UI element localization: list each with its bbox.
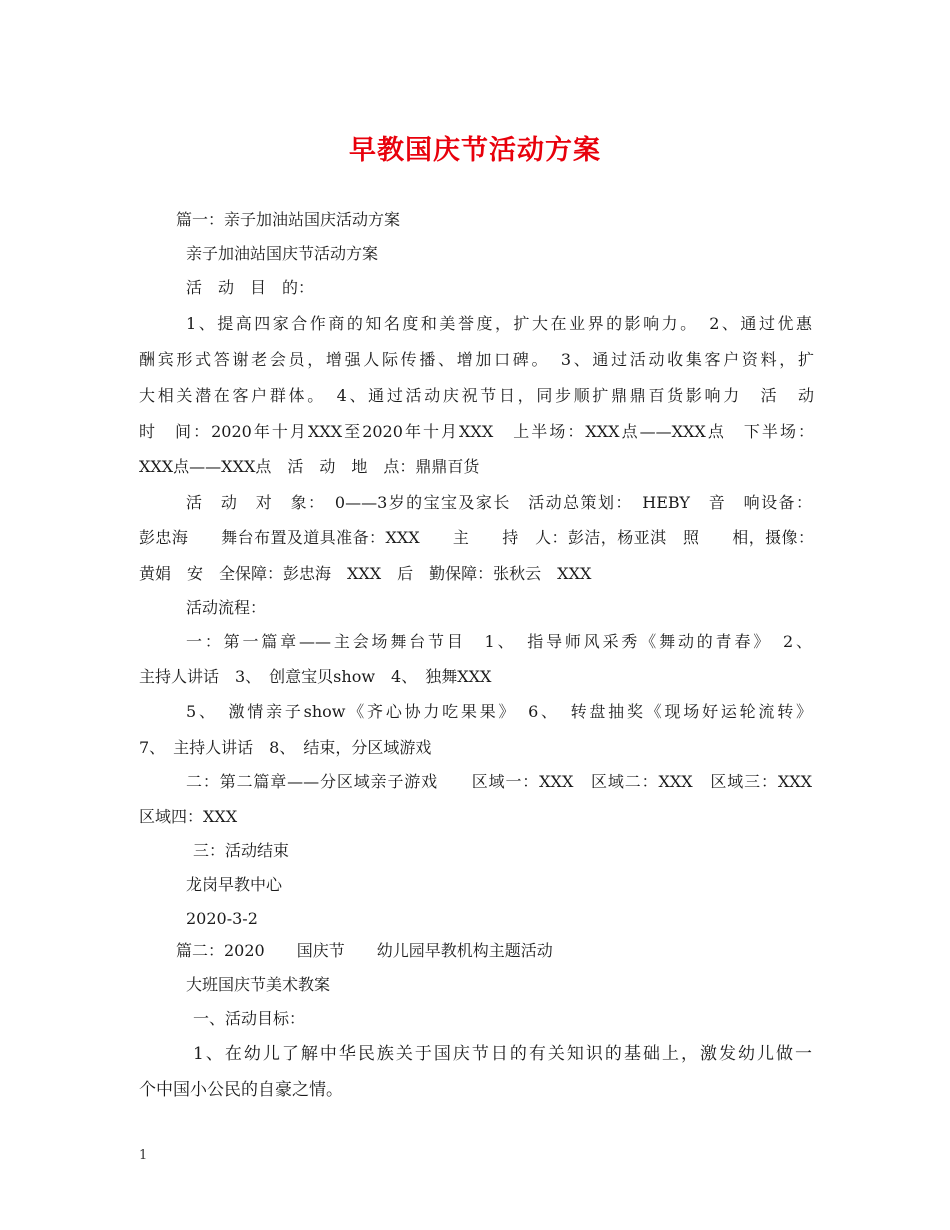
paragraph-line: 黄娟 安 全保障：彭忠海 XXX 后 勤保障：张秋云 XXX xyxy=(139,564,592,583)
paragraph-line: 1、提高四家合作商的知名度和美誉度，扩大在业界的影响力。 2、通过优惠 xyxy=(186,314,812,333)
paragraph-line: XXX点——XXX点 活 动 地 点：鼎鼎百货 xyxy=(139,457,480,476)
paragraph-line: 主持人讲话 3、 创意宝贝show 4、 独舞XXX xyxy=(139,667,492,686)
section-heading-2: 篇二：2020 国庆节 幼儿园早教机构主题活动 xyxy=(176,941,553,960)
document-title: 早教国庆节活动方案 xyxy=(349,135,601,166)
page-number: 1 xyxy=(139,1148,148,1163)
paragraph-line: 大班国庆节美术教案 xyxy=(186,975,331,994)
section-heading-1: 篇一：亲子加油站国庆活动方案 xyxy=(176,210,401,229)
paragraph-line: 龙岗早教中心 xyxy=(186,875,283,894)
paragraph-line: 三：活动结束 xyxy=(193,841,290,860)
paragraph-line: 区域四：XXX xyxy=(139,807,238,826)
paragraph-line: 二：第二篇章——分区域亲子游戏 区域一：XXX 区域二：XXX 区域三：XXX xyxy=(186,772,812,791)
paragraph-line: 5、 激情亲子show《齐心协力吃果果》 6、 转盘抽奖《现场好运轮流转》 xyxy=(186,702,812,721)
paragraph-line: 彭忠海 舞台布置及道具准备：XXX 主 持 人：彭洁，杨亚淇 照 相，摄像： xyxy=(139,528,814,547)
paragraph-line: 时 间：2020年十月XXX至2020年十月XXX 上半场：XXX点——XXX点 下半场： xyxy=(139,422,814,441)
paragraph-line: 亲子加油站国庆节活动方案 xyxy=(186,244,379,263)
paragraph-line: 个中国小公民的自豪之情。 xyxy=(139,1080,343,1100)
paragraph-line: 活动流程： xyxy=(186,598,267,617)
paragraph-line: 1、在幼儿了解中华民族关于国庆节日的有关知识的基础上，激发幼儿做一 xyxy=(193,1044,812,1064)
paragraph-line: 活 动 目 的： xyxy=(186,278,315,297)
paragraph-line: 酬宾形式答谢老会员，增强人际传播、增加口碑。 3、通过活动收集客户资料，扩 xyxy=(139,350,814,369)
paragraph-line: 活 动 对 象： 0——3岁的宝宝及家长 活动总策划： HEBY 音 响设备： xyxy=(186,493,812,512)
paragraph-line: 一、活动目标： xyxy=(193,1009,306,1028)
paragraph-line: 7、 主持人讲话 8、 结束，分区域游戏 xyxy=(139,738,432,757)
paragraph-line: 一：第一篇章——主会场舞台节目 1、 指导师风采秀《舞动的青春》 2、 xyxy=(186,632,812,651)
paragraph-line: 2020-3-2 xyxy=(186,909,258,928)
paragraph-line: 大相关潜在客户群体。 4、通过活动庆祝节日，同步顺扩鼎鼎百货影响力 活 动 xyxy=(139,386,814,405)
